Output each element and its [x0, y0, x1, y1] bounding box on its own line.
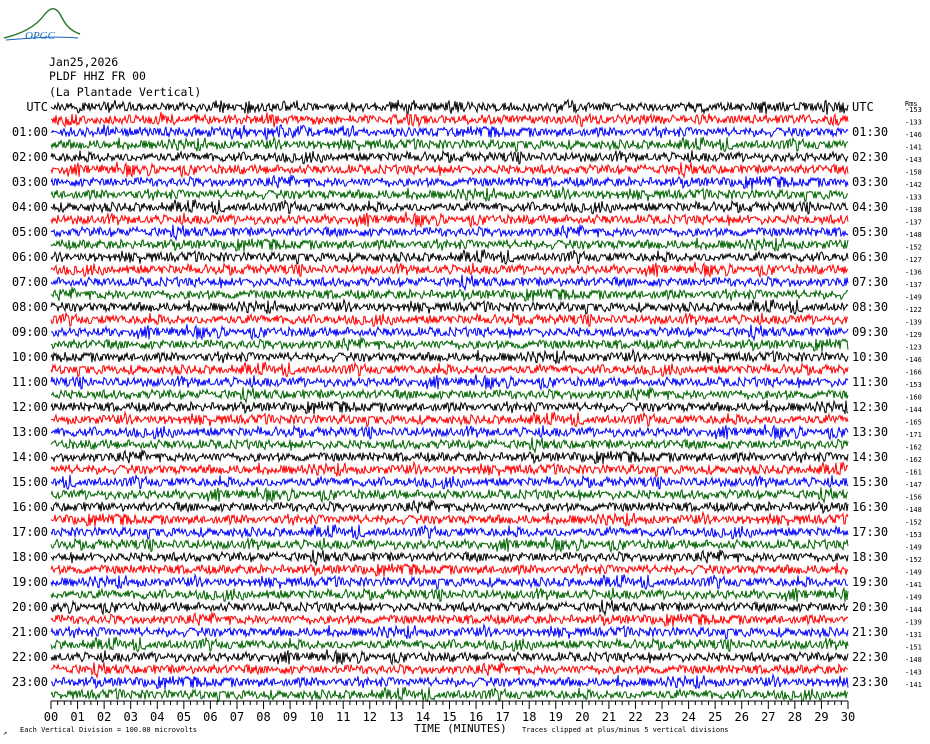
- rms-label: -122: [905, 306, 922, 314]
- rms-label: -143: [905, 156, 922, 164]
- rms-label: -133: [905, 193, 922, 202]
- rms-label: -156: [905, 493, 922, 502]
- trace-black: [51, 450, 848, 464]
- trace-black: [51, 600, 848, 615]
- rms-label: -139: [905, 318, 922, 327]
- left-hour-label: 03:00: [11, 175, 48, 189]
- rms-label: -171: [905, 431, 922, 439]
- rms-label: -143: [905, 668, 922, 677]
- trace-red: [51, 512, 848, 526]
- trace-black: [51, 150, 848, 164]
- trace-red: [51, 162, 848, 177]
- right-hour-label: 11:30: [852, 375, 889, 389]
- trace-green: [51, 337, 848, 351]
- trace-blue: [51, 675, 848, 689]
- rms-label: -141: [905, 581, 922, 589]
- right-hour-label: 15:30: [852, 475, 889, 489]
- rms-label: -153: [905, 106, 922, 114]
- left-hour-label: 22:00: [11, 650, 48, 664]
- rms-label: -161: [905, 468, 922, 477]
- left-hour-labels: [12, 100, 48, 689]
- trace-black: [51, 100, 848, 115]
- header-station: PLDF HHZ FR 00: [49, 69, 146, 83]
- rms-label: -144: [905, 406, 922, 414]
- trace-blue: [51, 275, 848, 290]
- right-hour-label: 06:30: [852, 250, 889, 264]
- right-hour-label: 17:30: [852, 525, 889, 539]
- left-hour-label: 17:00: [11, 525, 48, 539]
- right-hour-label: 21:30: [852, 625, 889, 639]
- header-date: Jan25,2026: [49, 55, 119, 69]
- left-hour-label: 13:00: [11, 425, 48, 439]
- right-hour-label: 12:30: [852, 400, 889, 414]
- trace-black: [51, 350, 848, 364]
- trace-blue: [51, 374, 848, 389]
- footer-left-mark: ↗: [3, 729, 8, 737]
- x-tick-label: 12: [362, 710, 378, 724]
- right-hour-label: 23:30: [852, 675, 889, 689]
- trace-red: [51, 262, 848, 277]
- right-hour-label: 10:30: [852, 350, 889, 364]
- rms-label: -166: [905, 368, 922, 377]
- trace-blue: [51, 124, 848, 139]
- x-tick-label: 03: [123, 710, 138, 724]
- x-tick-label: 24: [681, 710, 696, 724]
- x-tick-label: 13: [389, 710, 404, 724]
- right-hour-label: 13:30: [852, 425, 889, 439]
- left-hour-label: 01:00: [11, 125, 48, 139]
- rms-label: -158: [905, 168, 922, 177]
- trace-black: [51, 649, 848, 664]
- x-tick-label: 28: [787, 710, 803, 724]
- seismic-traces: [51, 100, 848, 702]
- left-hour-label: 04:00: [11, 200, 48, 214]
- trace-blue: [51, 524, 848, 539]
- right-hour-label: 01:30: [852, 125, 889, 139]
- right-hour-label: 19:30: [852, 575, 889, 589]
- right-hour-labels: [852, 100, 888, 689]
- rms-label: -153: [905, 381, 922, 389]
- rms-label: -139: [905, 618, 922, 627]
- trace-green: [51, 137, 848, 152]
- rms-label: -123: [905, 343, 922, 352]
- trace-blue: [51, 324, 848, 339]
- rms-label: -136: [905, 268, 922, 277]
- trace-red: [51, 362, 848, 377]
- left-hour-label: 12:00: [11, 400, 48, 414]
- right-hour-label: 22:30: [852, 650, 889, 664]
- trace-red: [51, 212, 848, 227]
- x-tick-label: 14: [415, 710, 431, 724]
- x-tick-label: 05: [176, 710, 192, 724]
- left-hour-label: 23:00: [11, 675, 48, 689]
- trace-green: [51, 637, 848, 652]
- trace-green: [51, 487, 848, 502]
- x-tick-label: 26: [734, 710, 749, 724]
- left-hour-label: 15:00: [11, 475, 48, 489]
- trace-black: [51, 500, 848, 513]
- x-tick-label: 25: [707, 710, 723, 724]
- trace-black: [51, 550, 848, 565]
- rms-label: -152: [905, 556, 922, 564]
- left-hour-label: 06:00: [11, 250, 48, 264]
- trace-red: [51, 112, 848, 127]
- right-hour-label: 05:30: [852, 225, 889, 239]
- rms-label: -149: [905, 593, 922, 602]
- x-tick-label: 10: [309, 710, 324, 724]
- x-tick-label: 11: [336, 710, 351, 724]
- trace-green: [51, 387, 848, 402]
- x-tick-label: 01: [70, 710, 85, 724]
- x-tick-label: 07: [229, 710, 245, 724]
- x-tick-label: 15: [442, 710, 457, 724]
- rms-label: -127: [905, 256, 922, 264]
- x-tick-label: 00: [43, 710, 59, 724]
- right-hour-label: UTC: [852, 100, 874, 114]
- trace-blue: [51, 574, 848, 589]
- footer-left-note: Each Vertical Division = 100.00 microvolts: [20, 726, 198, 734]
- rms-header-label: Rms: [905, 100, 918, 108]
- trace-green: [51, 287, 848, 301]
- right-hour-label: 03:30: [852, 175, 889, 189]
- rms-label: -137: [905, 281, 922, 289]
- left-hour-label: 07:00: [11, 275, 48, 289]
- rms-label: -146: [905, 131, 922, 139]
- trace-red: [51, 662, 848, 677]
- x-tick-label: 30: [840, 710, 856, 724]
- trace-green: [51, 587, 848, 602]
- x-tick-label: 27: [761, 710, 776, 724]
- trace-blue: [51, 475, 848, 489]
- rms-label: -129: [905, 331, 922, 339]
- x-tick-label: 21: [601, 710, 617, 724]
- rms-label: -133: [905, 118, 922, 127]
- x-tick-label: 17: [495, 710, 510, 724]
- trace-red: [51, 412, 848, 427]
- rms-label: -146: [905, 356, 922, 364]
- right-hour-label: 14:30: [852, 450, 889, 464]
- right-hour-label: 07:30: [852, 275, 889, 289]
- right-hour-label: 09:30: [852, 325, 889, 339]
- rms-label: -149: [905, 543, 922, 552]
- rms-label: -147: [905, 481, 922, 489]
- trace-red: [51, 313, 848, 327]
- right-hour-label: 04:30: [852, 200, 889, 214]
- trace-red: [51, 563, 848, 577]
- right-hour-label: 16:30: [852, 500, 889, 514]
- trace-blue: [51, 424, 848, 439]
- rms-label: -131: [905, 631, 922, 639]
- trace-green: [51, 687, 848, 702]
- x-axis: [44, 701, 855, 724]
- rms-label: -148: [905, 656, 922, 664]
- rms-label: -141: [905, 143, 922, 152]
- x-tick-label: 20: [575, 710, 590, 724]
- left-hour-label: 09:00: [11, 325, 48, 339]
- rms-labels: [905, 106, 922, 689]
- rms-label: -148: [905, 506, 922, 514]
- x-tick-label: 22: [628, 710, 643, 724]
- rms-label: -138: [905, 206, 922, 214]
- trace-green: [51, 437, 848, 452]
- x-tick-label: 16: [468, 710, 484, 724]
- right-hour-label: 18:30: [852, 550, 889, 564]
- rms-label: -144: [905, 606, 922, 614]
- rms-label: -162: [905, 443, 922, 452]
- left-hour-label: 21:00: [11, 625, 48, 639]
- rms-label: -142: [905, 181, 922, 189]
- rms-label: -148: [905, 231, 922, 239]
- opgc-logo: [4, 9, 80, 42]
- trace-blue: [51, 625, 848, 639]
- x-tick-label: 08: [256, 710, 271, 724]
- rms-label: -149: [905, 568, 922, 577]
- x-tick-label: 29: [814, 710, 829, 724]
- rms-label: -141: [905, 681, 922, 689]
- right-hour-label: 20:30: [852, 600, 889, 614]
- trace-red: [51, 612, 848, 626]
- left-hour-label: 20:00: [11, 600, 48, 614]
- trace-green: [51, 537, 848, 552]
- rms-label: -149: [905, 293, 922, 302]
- trace-black: [51, 199, 848, 214]
- x-tick-label: 09: [282, 710, 298, 724]
- rms-label: -165: [905, 418, 922, 427]
- trace-green: [51, 238, 848, 252]
- left-hour-label: 10:00: [11, 350, 48, 364]
- x-tick-label: 02: [96, 710, 112, 724]
- trace-blue: [51, 225, 848, 240]
- trace-green: [51, 187, 848, 201]
- trace-red: [51, 462, 848, 477]
- left-hour-label: 18:00: [11, 550, 48, 564]
- rms-label: -152: [905, 518, 922, 527]
- left-hour-label: UTC: [26, 100, 48, 114]
- left-hour-label: 11:00: [11, 375, 48, 389]
- right-hour-label: 02:30: [852, 150, 889, 164]
- left-hour-label: 02:00: [11, 150, 48, 164]
- left-hour-label: 05:00: [11, 225, 48, 239]
- rms-label: -160: [905, 393, 922, 402]
- footer-right-note: Traces clipped at plus/minus 5 vertical divisions: [522, 726, 729, 734]
- trace-blue: [51, 175, 848, 189]
- rms-label: -137: [905, 218, 922, 227]
- trace-black: [51, 299, 848, 314]
- header-station-name: (La Plantade Vertical): [49, 85, 202, 99]
- right-hour-label: 08:30: [852, 300, 889, 314]
- x-axis-label: TIME (MINUTES): [414, 722, 507, 735]
- x-tick-label: 23: [654, 710, 670, 724]
- rms-label: -151: [905, 643, 922, 652]
- logo-text: OPGC: [25, 30, 55, 42]
- left-hour-label: 08:00: [11, 300, 48, 314]
- left-hour-label: 14:00: [11, 450, 48, 464]
- rms-label: -153: [905, 531, 922, 539]
- x-tick-label: 19: [548, 710, 563, 724]
- trace-black: [51, 400, 848, 414]
- x-tick-label: 18: [521, 710, 537, 724]
- x-tick-label: 04: [150, 710, 165, 724]
- trace-black: [51, 249, 848, 264]
- rms-label: -152: [905, 243, 922, 252]
- left-hour-label: 19:00: [11, 575, 48, 589]
- x-tick-label: 06: [203, 710, 218, 724]
- rms-label: -162: [905, 456, 922, 464]
- left-hour-label: 16:00: [11, 500, 48, 514]
